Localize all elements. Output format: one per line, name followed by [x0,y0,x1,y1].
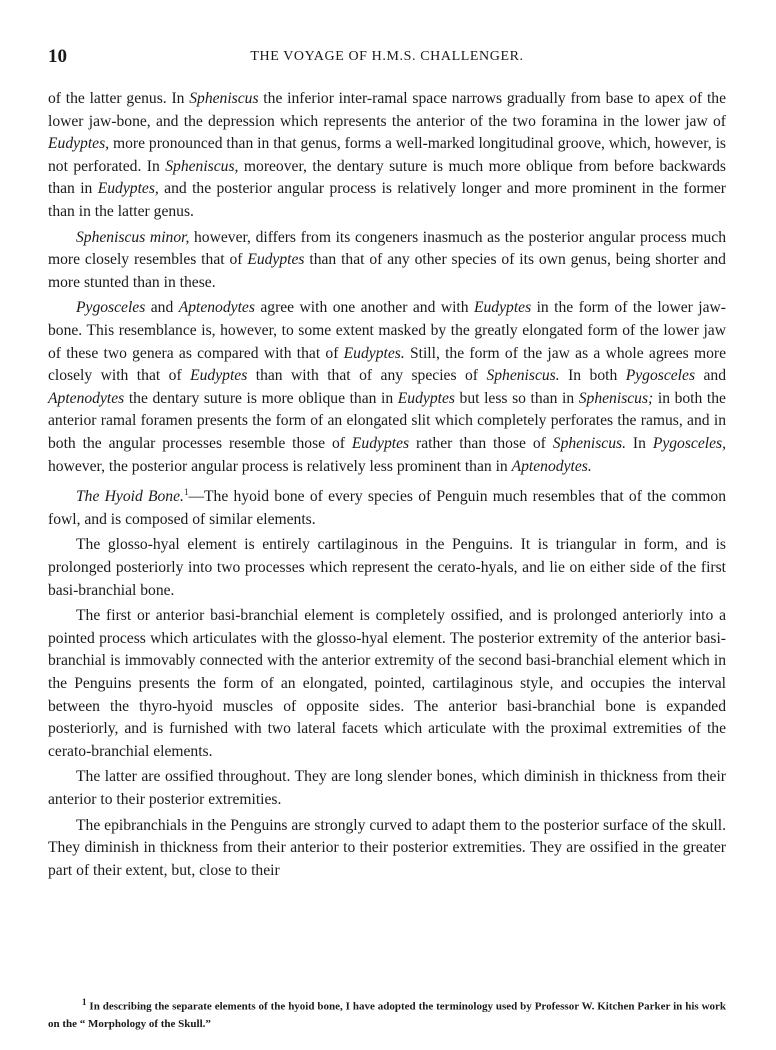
text-run: The glosso-hyal element is entirely cartilaginous in the Penguins. It is triangular in form, and is prolonged posteriorly into two processes which represent the cerato-hyals, and lie on either side of the first basi-branchial bone. [48,536,726,599]
text-run: however, differs from its congeners inasmuch as the posterior angular process much more closely resembles that of [48,228,726,269]
italic-term: The Hyoid Bone. [76,488,184,506]
italic-term: Aptenodytes [178,299,255,317]
paragraph [48,297,726,478]
paragraph [48,227,726,295]
text-run: The latter are ossified throughout. They are long slender bones, which diminish in thickness from their anterior to their posterior extremities. [48,768,726,808]
running-title: THE VOYAGE OF H.M.S. CHALLENGER. [250,49,524,64]
text-run: —The hyoid bone of every species of Penguin much resembles that of the common fowl, and is composed of similar elements. [48,488,726,528]
paragraph [48,605,726,763]
paragraph [48,766,726,811]
text-run: of the latter genus. In [48,90,190,107]
paragraph [48,534,726,602]
italic-term: Eudyptes [473,299,532,317]
footnote-text: In describing the separate elements of the hyoid bone, I have adopted the terminology used by Professor W. Kitchen Parker in his work on the “ Morphology of the Skull.” [48,1000,727,1030]
text-run: In both [559,367,626,385]
italic-term: Spheniscus minor, [76,228,190,246]
italic-term: Aptenodytes. [511,457,592,475]
footnote-reference: 1 [183,487,189,498]
footnote [48,994,726,1033]
italic-term: Eudyptes. [343,344,405,362]
text-run: and [145,299,179,317]
italic-term: Aptenodytes [48,389,125,407]
page-number: 10 [48,46,67,67]
text-run: agree with one another and with [254,299,474,317]
text-run: than that of any other species of its own genus, being shorter and more stunted than in these. [48,251,726,291]
italic-term: Eudyptes [351,434,410,452]
text-run: The epibranchials in the Penguins are strongly curved to adapt them to the posterior surface of the skull. They diminish in thickness from their anterior to their posterior extremities. They are ossified in the greater part of their extent, but, close to their [48,816,726,879]
paragraph [48,88,726,224]
italic-term: Eudyptes, [48,135,110,153]
text-run: in both the anterior ramal foramen presents the form of an elongated slit which completely perforates the ramus, and in both the angular processes resemble those of [48,389,726,452]
italic-term: Eudyptes [397,389,455,407]
italic-term: Eudyptes [247,251,305,269]
text-run: and the posterior angular process is relatively longer and more prominent in the former than in the latter genus. [48,180,726,220]
footnote-marker: 1 [82,997,87,1007]
italic-term: Spheniscus, [165,157,239,175]
text-run: and [695,367,726,385]
text-run: the dentary suture is more oblique than in [124,389,398,407]
text-run: Still, the form of the jaw as a whole agrees more closely with that of [48,344,726,385]
text-run: more pronounced than in that genus, forms a well-marked longitudinal groove, which, however, is not perforated. In [48,135,726,175]
italic-term: Eudyptes [190,367,248,385]
text-run: than with that of any species of [247,367,487,385]
paragraph [48,815,726,883]
italic-term: Spheniscus. [486,367,560,385]
italic-term: Spheniscus; [578,389,654,407]
italic-term: Eudyptes, [97,180,159,198]
text-run: rather than those of [409,434,553,452]
page-header [48,46,726,70]
italic-term: Pygosceles, [652,434,726,452]
paragraph [48,481,726,531]
italic-term: Spheniscus. [552,434,626,452]
text-run: the inferior inter-ramal space narrows gradually from base to apex of the lower jaw-bone, and the depression which represents the anterior of the two foramina in the lower jaw of [48,90,726,130]
body-text [48,88,726,885]
italic-term: Pygosceles [625,367,696,385]
text-run: however, the posterior angular process is relatively less prominent than in [48,457,512,475]
text-run: but less so than in [454,389,579,407]
text-run: In [625,434,653,452]
text-run: moreover, the dentary suture is much more oblique from before backwards than in [48,157,726,198]
italic-term: Pygosceles [76,299,146,317]
text-run: in the form of the lower jaw-bone. This resemblance is, however, to some extent masked by the greatly elongated form of the lower jaw of these two genera as compared with that of [48,299,726,362]
italic-term: Spheniscus [189,90,259,107]
text-run: The first or anterior basi-branchial element is completely ossified, and is prolonged anteriorly into a pointed process which articulates with the glosso-hyal element. The posterior extremity of the anterior basi-branchial is immovably connected with the anterior extremity of the second basi-branchial element which in the Penguins presents the form of an elongated, pointed, cartilaginous style, and occupies the interval between the thyro-hyoid muscles of opposite sides. The anterior basi-branchial bone is expanded posteriorly, and is furnished with two lateral facets which articulate with the proximal extremities of the cerato-branchial elements. [48,607,726,760]
